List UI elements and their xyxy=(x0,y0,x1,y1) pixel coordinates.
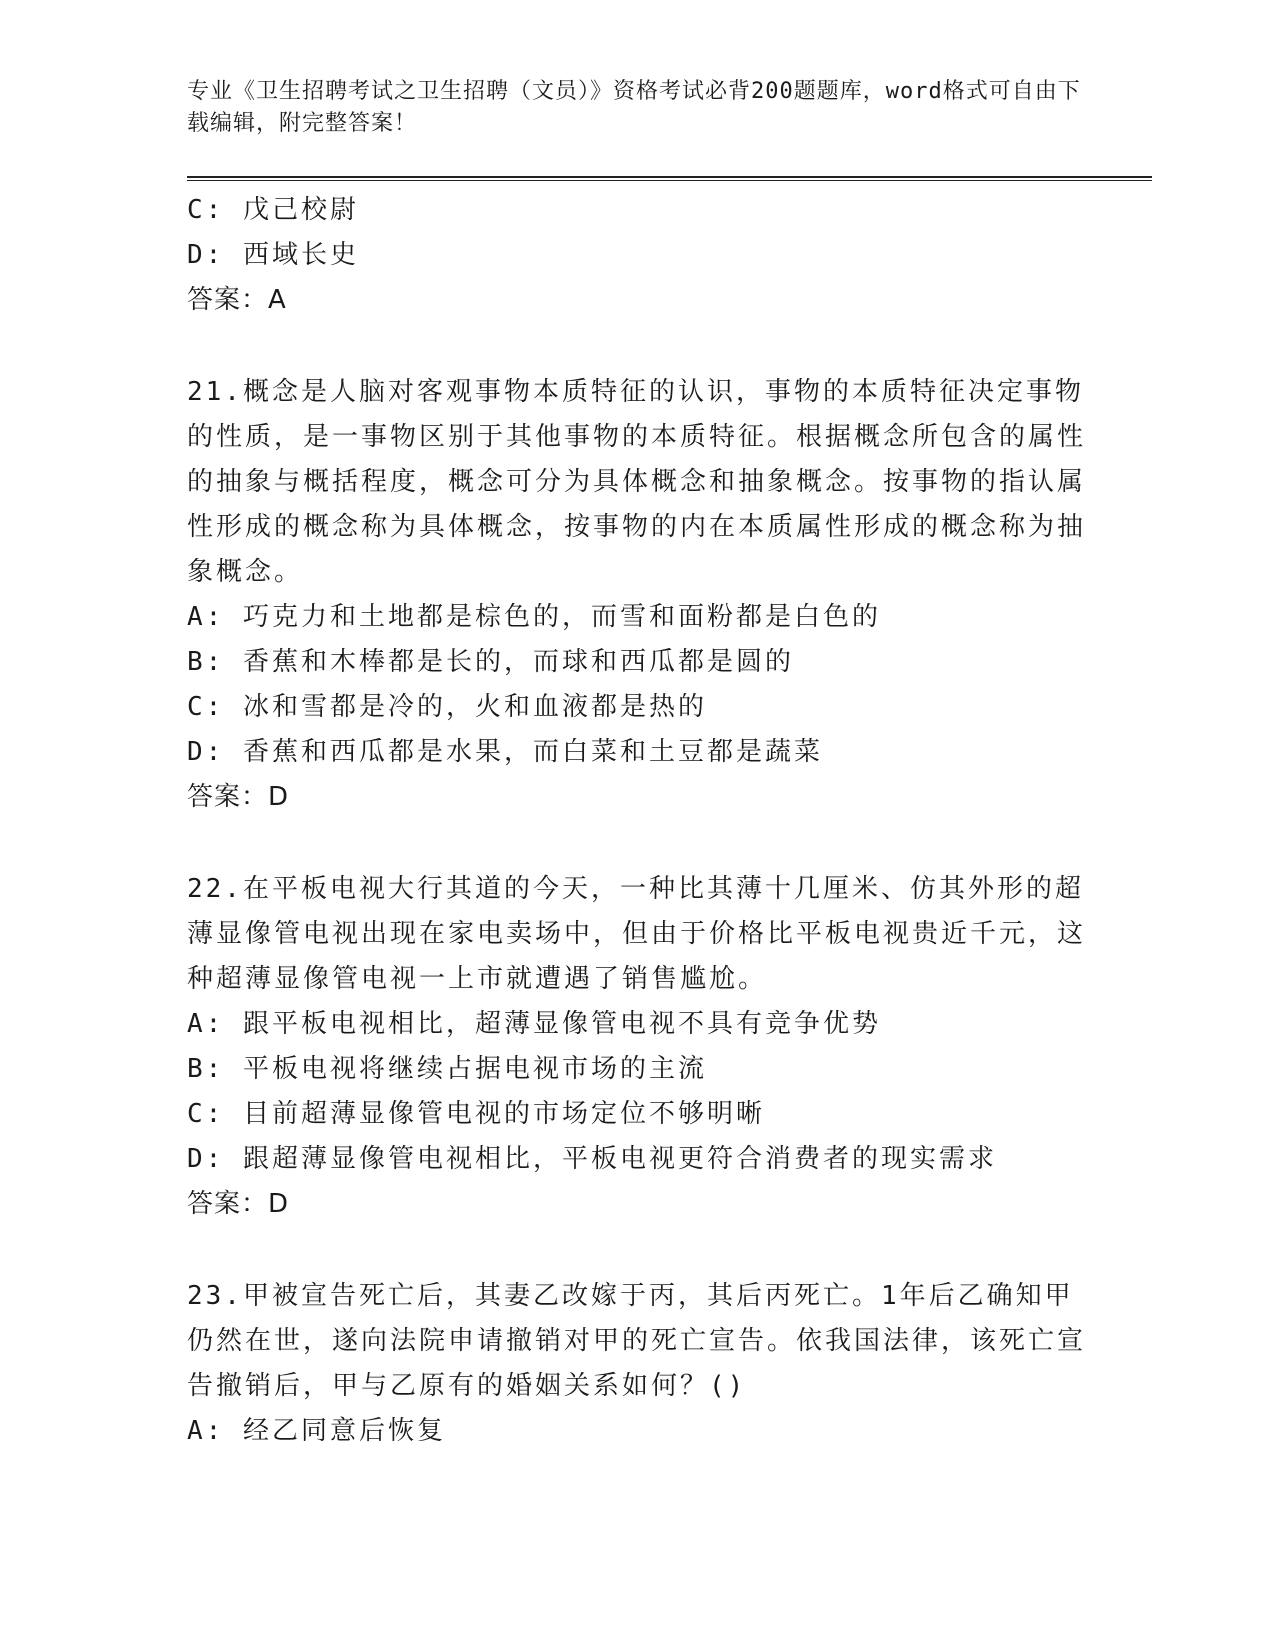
question-stem xyxy=(187,867,1087,1002)
page-header: 专业《卫生招聘考试之卫生招聘（文员）》资格考试必背200题题库，word格式可自由下载编辑，附完整答案！ xyxy=(187,79,1081,136)
question-stem xyxy=(187,1274,1087,1409)
option-label: C: xyxy=(187,1099,225,1129)
question-21 xyxy=(187,370,1087,820)
question-number: 23. xyxy=(187,1281,243,1311)
option-label: D: xyxy=(187,240,225,270)
answer-line: 答案：D xyxy=(187,782,290,812)
option-label: A: xyxy=(187,1009,225,1039)
option-a xyxy=(187,1002,1087,1047)
option-text: 经乙同意后恢复 xyxy=(242,1416,446,1446)
option-c xyxy=(187,188,1087,233)
option-b xyxy=(187,640,1087,685)
option-label: A: xyxy=(187,602,225,632)
question-number: 22. xyxy=(187,874,243,904)
option-text: 戊己校尉 xyxy=(242,195,359,225)
option-text: 跟平板电视相比，超薄显像管电视不具有竞争优势 xyxy=(242,1009,881,1039)
question-text: 甲被宣告死亡后，其妻乙改嫁于丙，其后丙死亡。1年后乙确知甲仍然在世，遂向法院申请撤销对甲的死亡宣告。依我国法律，该死亡宣告撤销后，甲与乙原有的婚姻关系如何？() xyxy=(187,1281,1087,1401)
option-c xyxy=(187,685,1087,730)
option-b xyxy=(187,1047,1087,1092)
question-text: 概念是人脑对客观事物本质特征的认识，事物的本质特征决定事物的性质，是一事物区别于其他事物的本质特征。根据概念所包含的属性的抽象与概括程度，概念可分为具体概念和抽象概念。按事物的指认属性形成的概念称为具体概念，按事物的内在本质属性形成的概念称为抽象概念。 xyxy=(187,377,1087,587)
option-text: 目前超薄显像管电视的市场定位不够明晰 xyxy=(242,1099,765,1129)
option-label: D: xyxy=(187,1144,225,1174)
option-label: C: xyxy=(187,195,225,225)
option-label: D: xyxy=(187,737,225,767)
question-22 xyxy=(187,867,1087,1227)
spacer xyxy=(187,820,1087,867)
option-label: C: xyxy=(187,692,225,722)
question-23 xyxy=(187,1274,1087,1454)
document-body xyxy=(187,188,1087,1454)
question-stem xyxy=(187,370,1087,595)
option-text: 巧克力和土地都是棕色的，而雪和面粉都是白色的 xyxy=(242,602,881,632)
option-c xyxy=(187,1092,1087,1137)
option-d xyxy=(187,730,1087,775)
option-text: 跟超薄显像管电视相比，平板电视更符合消费者的现实需求 xyxy=(242,1144,997,1174)
option-text: 香蕉和西瓜都是水果，而白菜和土豆都是蔬菜 xyxy=(242,737,823,767)
question-number: 21. xyxy=(187,377,243,407)
answer-line: 答案：D xyxy=(187,1189,290,1219)
option-text: 香蕉和木棒都是长的，而球和西瓜都是圆的 xyxy=(242,647,794,677)
option-d xyxy=(187,233,1087,278)
spacer xyxy=(187,1227,1087,1274)
option-label: A: xyxy=(187,1416,225,1446)
option-text: 平板电视将继续占据电视市场的主流 xyxy=(242,1054,707,1084)
option-a xyxy=(187,595,1087,640)
option-text: 冰和雪都是冷的，火和血液都是热的 xyxy=(242,692,707,722)
option-text: 西域长史 xyxy=(242,240,359,270)
option-label: B: xyxy=(187,647,225,677)
prev-question-tail xyxy=(187,188,1087,323)
question-text: 在平板电视大行其道的今天，一种比其薄十几厘米、仿其外形的超薄显像管电视出现在家电卖场中，但由于价格比平板电视贵近千元，这种超薄显像管电视一上市就遭遇了销售尴尬。 xyxy=(187,874,1087,994)
header-divider xyxy=(187,176,1152,181)
option-a xyxy=(187,1409,1087,1454)
answer-line: 答案：A xyxy=(187,285,287,315)
option-label: B: xyxy=(187,1054,225,1084)
option-d xyxy=(187,1137,1087,1182)
spacer xyxy=(187,323,1087,370)
